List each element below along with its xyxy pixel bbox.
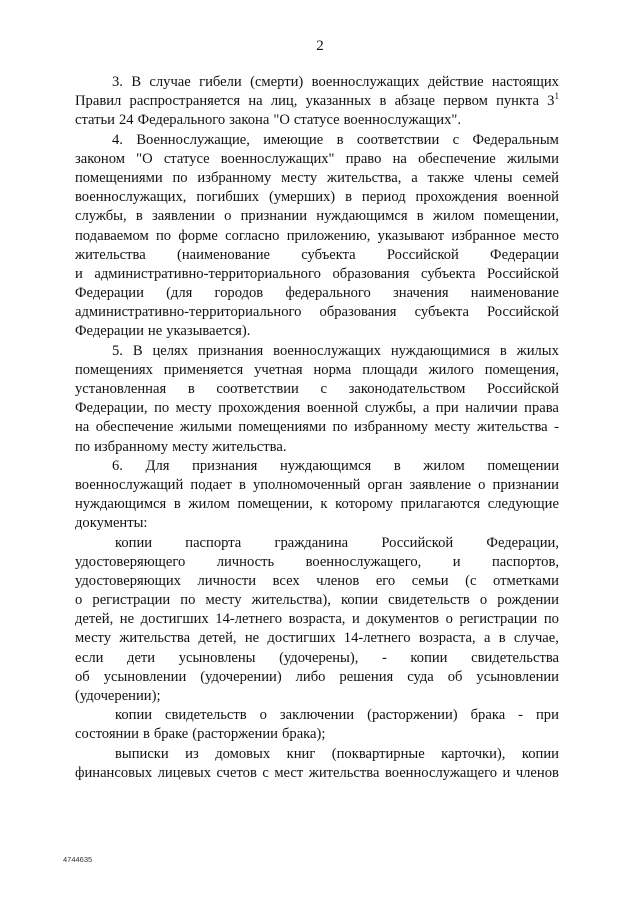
text-line — [75, 227, 559, 246]
word: документов — [366, 611, 440, 628]
text-line — [75, 514, 559, 533]
word: нуждающимся — [279, 457, 372, 474]
word: паспорта — [185, 534, 242, 551]
word: копии — [115, 534, 153, 551]
word: приложению, — [286, 227, 371, 244]
text-line — [75, 150, 559, 169]
text-line — [75, 207, 559, 226]
word: следующие — [487, 496, 559, 513]
word: счетов — [216, 764, 257, 781]
word: в — [345, 189, 352, 206]
text-line — [75, 572, 559, 591]
word: В — [131, 74, 142, 90]
word: членов — [316, 572, 360, 589]
word: подает — [190, 476, 232, 493]
text-line — [75, 265, 559, 284]
word: копии — [340, 592, 379, 609]
word: прилагаются — [400, 496, 481, 513]
word: жительства — [308, 764, 380, 781]
word: действие — [427, 74, 484, 90]
word: жилого — [428, 361, 474, 378]
word: административно-территориального — [75, 304, 302, 321]
word: законодательством — [348, 381, 466, 397]
word: Федерации, — [75, 400, 148, 417]
word: 14-летнего — [215, 611, 283, 628]
word: браке — [153, 726, 189, 743]
word: жительства. — [212, 438, 287, 455]
word: признания — [197, 342, 264, 359]
word: копии — [115, 707, 153, 724]
word: и — [352, 611, 360, 628]
word: соответствии — [356, 131, 440, 148]
word: службы, — [75, 208, 127, 225]
word: распространяется — [129, 93, 241, 110]
word: военнослужащих". — [343, 112, 462, 129]
word: жилом — [188, 496, 230, 513]
word: субъекта — [421, 265, 476, 282]
word: в — [173, 496, 181, 513]
word: члены — [473, 169, 513, 186]
text-line — [75, 380, 559, 399]
word: копии — [521, 745, 559, 762]
text-line — [75, 649, 559, 668]
word: указанных — [305, 93, 372, 110]
text-line — [75, 476, 559, 495]
word: заявлении — [152, 208, 215, 225]
word: на — [248, 93, 263, 110]
word: образования — [332, 265, 410, 282]
word: (умерших) — [268, 189, 336, 206]
word: в — [499, 342, 507, 359]
word: из — [185, 745, 199, 762]
word: (смерти) — [250, 74, 304, 90]
word: 3. — [112, 74, 123, 90]
word: избранному — [354, 419, 428, 436]
word: по — [543, 611, 559, 628]
word: Федерации — [490, 246, 559, 263]
text-line — [75, 495, 559, 514]
word: настоящих — [491, 74, 559, 90]
word: (с — [465, 572, 477, 589]
text-line — [75, 131, 559, 150]
word: об — [447, 668, 463, 685]
word: (для — [166, 285, 193, 302]
word: случае — [149, 74, 191, 90]
word: субъекта — [414, 304, 469, 321]
word: помещениях — [75, 361, 153, 378]
text-line — [75, 687, 559, 706]
word: месту — [75, 630, 112, 647]
text-line — [75, 591, 559, 610]
word: соответствии — [216, 381, 299, 397]
word: и — [452, 553, 461, 570]
text-line — [75, 188, 559, 207]
word: либо — [295, 668, 326, 685]
word: наличии — [465, 400, 518, 417]
word: дети — [127, 649, 156, 666]
word: нуждающимся — [316, 208, 408, 225]
word: достигших — [267, 630, 336, 647]
word: месту — [281, 169, 318, 186]
word: обеспечение — [418, 150, 496, 167]
text-line — [75, 534, 559, 553]
word: Правил — [75, 93, 122, 110]
text-line — [75, 284, 559, 303]
word: признании — [240, 208, 308, 225]
text-line — [75, 92, 559, 111]
word: место — [522, 227, 559, 244]
word: значения — [393, 285, 449, 302]
word: возраста, — [288, 611, 346, 628]
word: жительства), — [251, 592, 331, 609]
word: на — [75, 419, 90, 436]
text-line — [75, 169, 559, 188]
word: прохождения — [218, 400, 301, 417]
word: статусе — [293, 112, 340, 129]
word: (удочерении) — [200, 668, 282, 685]
word: усыновлении — [476, 668, 559, 685]
document-body — [75, 73, 559, 783]
word: 4. — [112, 131, 123, 148]
word: брака — [470, 707, 506, 724]
word: состоянии — [75, 726, 139, 743]
word: с — [262, 764, 269, 781]
word: (удочерении); — [75, 688, 161, 704]
word: 14-летнего — [343, 630, 411, 647]
word: карточки), — [441, 745, 506, 762]
text-line — [75, 111, 559, 130]
word: военнослужащих — [273, 342, 381, 359]
word: выписки — [115, 745, 169, 762]
word: по — [75, 438, 91, 455]
word: и — [502, 764, 511, 781]
word: его — [375, 572, 396, 589]
word: военной — [306, 400, 359, 417]
word: по — [332, 419, 348, 436]
word: Федеральным — [472, 131, 559, 148]
word: также — [427, 169, 464, 186]
word: военнослужащий — [75, 476, 184, 493]
word: в — [498, 630, 506, 647]
word: Федерации — [75, 285, 144, 302]
word: семьи — [411, 572, 449, 589]
word: свидетельств — [388, 592, 470, 609]
word: лиц, — [270, 93, 298, 110]
word: с — [320, 381, 327, 397]
word: Военнослужащие, — [136, 131, 250, 148]
word: на — [392, 150, 407, 167]
word: о — [75, 592, 83, 609]
word: Российской — [487, 381, 559, 397]
word: период — [361, 189, 406, 206]
word: семей — [522, 169, 559, 186]
word: удостоверяющих — [75, 572, 181, 589]
word: помещении — [487, 457, 559, 474]
word: личность — [216, 553, 275, 570]
word: военнослужащих" — [220, 150, 335, 167]
word: регистрации — [459, 611, 538, 628]
word: "О — [273, 112, 290, 129]
word: по — [154, 400, 170, 417]
word: не — [244, 630, 260, 647]
word: месту — [172, 438, 209, 455]
text-line — [75, 745, 559, 764]
word: жительства — [75, 246, 146, 263]
word: Российской — [386, 246, 459, 263]
word: о — [478, 476, 486, 493]
text-line — [75, 399, 559, 418]
word: Российской — [381, 534, 454, 551]
word: в — [416, 208, 424, 225]
word: статьи — [75, 112, 115, 129]
text-line — [75, 438, 559, 457]
word: Российской — [487, 304, 559, 321]
word: в — [379, 93, 387, 110]
word: 24 — [118, 112, 134, 129]
word: признания — [192, 457, 258, 474]
word: признании — [492, 476, 559, 493]
text-line — [75, 553, 559, 572]
word: при — [535, 707, 559, 724]
word: обеспечение — [95, 419, 174, 436]
word: помещения, — [484, 361, 559, 378]
word: (наименование — [176, 246, 271, 263]
word: прохождения — [415, 189, 498, 206]
word: заключении — [279, 707, 355, 724]
word: административно-территориального — [94, 265, 321, 282]
word: подаваемом — [75, 227, 149, 244]
text-line — [75, 725, 559, 744]
word: закона — [229, 112, 270, 129]
text-line — [75, 764, 559, 783]
page-number: 2 — [316, 38, 324, 54]
word: регистрации — [92, 592, 171, 609]
word: месту — [175, 400, 212, 417]
word: лицевых — [157, 764, 211, 781]
text-line — [75, 629, 559, 648]
word: с — [452, 131, 460, 148]
word: норма — [313, 361, 352, 378]
word: жилыми — [179, 419, 232, 436]
word: право — [345, 150, 382, 167]
word: к — [320, 496, 328, 513]
word: избранному — [197, 169, 272, 186]
word: в — [393, 457, 401, 474]
word: жительства, — [327, 169, 402, 186]
word: военнослужащих — [311, 74, 420, 90]
text-line — [75, 361, 559, 380]
word: Федерального — [137, 112, 226, 129]
word: паспортов, — [491, 553, 559, 570]
word: пункта — [496, 93, 539, 110]
word: права — [524, 400, 559, 417]
text-line — [75, 457, 559, 476]
text-line — [75, 322, 559, 341]
word: о — [445, 611, 453, 628]
word: жилыми — [506, 150, 559, 167]
word: (поквартирные — [331, 745, 425, 762]
word: в — [336, 131, 344, 148]
word: всех — [272, 572, 300, 589]
superscript: 1 — [554, 91, 559, 102]
word: а — [483, 630, 491, 647]
word: книг — [286, 745, 316, 762]
word: жилом — [423, 457, 465, 474]
word: учетная — [254, 361, 303, 378]
word: указывают — [377, 227, 445, 244]
word: В — [132, 342, 143, 359]
word: целях — [152, 342, 189, 359]
word: избранное — [451, 227, 516, 244]
word: федерального — [285, 285, 371, 302]
word: при — [435, 400, 459, 417]
word: суда — [407, 668, 434, 685]
word: военнослужащего — [384, 764, 498, 781]
word: месту — [205, 592, 242, 609]
word: согласно — [225, 227, 280, 244]
word: отметками — [493, 572, 559, 589]
word: о — [479, 592, 488, 609]
word: военнослужащих, — [75, 189, 187, 206]
word: мест — [274, 764, 304, 781]
word: (удочерены), — [279, 649, 359, 666]
word: нуждающимися — [390, 342, 490, 359]
word: которому — [335, 496, 393, 513]
word: форме — [178, 227, 218, 244]
text-line — [75, 706, 559, 725]
word: жилых — [516, 342, 559, 359]
word: рождении — [497, 592, 559, 609]
word: нуждающимся — [75, 496, 167, 513]
word: об — [75, 668, 90, 685]
text-line — [75, 303, 559, 322]
word: 6. — [112, 457, 123, 474]
word: (расторжении) — [367, 707, 458, 724]
word: - — [554, 419, 559, 436]
word: "О — [136, 150, 153, 167]
word: Для — [145, 457, 170, 474]
word: документы: — [75, 515, 148, 532]
word: членов — [515, 764, 559, 781]
word: помещении, — [483, 208, 559, 225]
word: уполномоченный — [252, 476, 361, 493]
text-line — [75, 246, 559, 265]
document-id: 4744635 — [63, 855, 93, 864]
word: погибших — [196, 189, 260, 206]
word: статусе — [163, 150, 210, 167]
word: первом — [443, 93, 488, 110]
word: не — [119, 611, 135, 628]
word: имеющие — [263, 131, 324, 148]
word: гражданина — [274, 534, 349, 551]
word: а — [411, 169, 418, 186]
word: избранному — [94, 438, 169, 455]
word: (расторжении — [192, 726, 278, 743]
word: и — [75, 265, 83, 282]
word: случае, — [513, 630, 559, 647]
word: по — [155, 227, 172, 244]
word: городов — [214, 285, 264, 302]
word: если — [75, 649, 104, 666]
word: в — [238, 476, 246, 493]
word: возраста, — [418, 630, 476, 647]
text-line — [75, 342, 559, 361]
word: жилом — [432, 208, 475, 225]
word: детей, — [198, 630, 237, 647]
word: домовых — [215, 745, 271, 762]
word: свидетельства — [471, 649, 559, 666]
word: Федерации — [75, 323, 144, 340]
word: не — [147, 323, 163, 340]
word: 5. — [112, 342, 123, 359]
word: финансовых — [75, 764, 153, 781]
word: детей, — [75, 611, 114, 628]
word: жительства — [476, 419, 548, 436]
word: законом — [75, 150, 125, 167]
word: жительства — [119, 630, 191, 647]
word: орган — [367, 476, 403, 493]
word: копии — [410, 649, 448, 666]
word: образования — [319, 304, 397, 321]
word: гибели — [199, 74, 242, 90]
word: достигших — [140, 611, 209, 628]
word: заявление — [409, 476, 472, 493]
word: усыновлены — [178, 649, 256, 666]
word: а — [422, 400, 430, 417]
text-line — [75, 73, 559, 92]
word: указывается). — [166, 323, 251, 340]
word: помещениями — [238, 419, 327, 436]
word: службы, — [364, 400, 417, 417]
word: о — [224, 208, 232, 225]
text-line — [75, 610, 559, 629]
word: военной — [507, 189, 559, 206]
word: помещениями — [75, 169, 163, 186]
word: - — [381, 649, 387, 666]
word: брака); — [281, 726, 326, 743]
word: свидетельств — [165, 707, 247, 724]
word: наименование — [470, 285, 559, 302]
word: Российской — [487, 265, 559, 282]
word: абзаце — [394, 93, 435, 110]
word: - — [518, 707, 524, 724]
word: помещении, — [237, 496, 313, 513]
word: в — [135, 208, 143, 225]
text-line — [75, 418, 559, 437]
word: о — [259, 707, 267, 724]
word: военнослужащего, — [305, 553, 422, 570]
word: решения — [339, 668, 394, 685]
word: в — [142, 726, 150, 743]
word: удостоверяющего — [75, 553, 186, 570]
word: по — [180, 592, 196, 609]
word: месту — [434, 419, 471, 436]
word: площади — [362, 361, 418, 378]
word: усыновлении — [103, 668, 187, 685]
word: $3^1$ — [547, 91, 559, 110]
word: в — [187, 381, 195, 397]
word: Федерации, — [486, 534, 559, 551]
word: по — [172, 169, 188, 186]
word: установленная — [75, 381, 167, 397]
word: личности — [197, 572, 257, 589]
word: применяется — [163, 361, 244, 378]
text-line — [75, 668, 559, 687]
word: субъекта — [301, 246, 356, 263]
